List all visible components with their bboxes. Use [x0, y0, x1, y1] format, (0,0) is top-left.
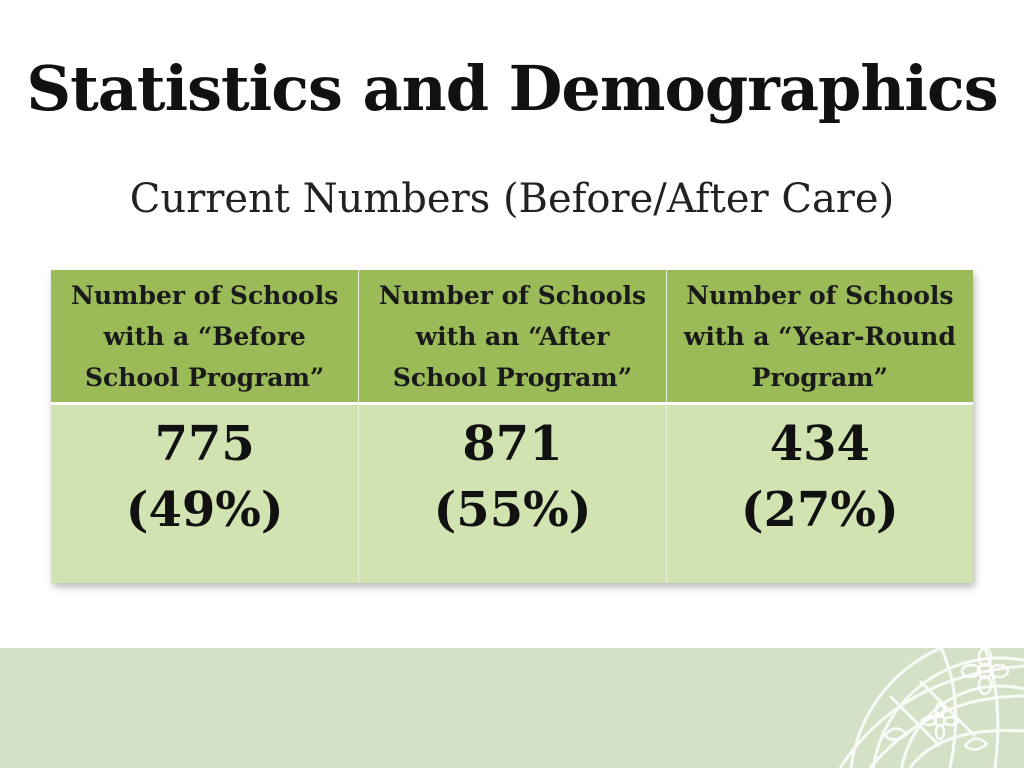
header-after-school: Number of Schools with an “After School Program”: [358, 270, 665, 405]
before-school-percent: (49%): [125, 482, 284, 538]
after-school-percent: (55%): [433, 482, 592, 538]
header-year-round: Number of Schools with a “Year-Round Program”: [666, 270, 973, 405]
stats-table: [51, 270, 973, 583]
slide-subtitle: Current Numbers (Before/After Care): [129, 176, 895, 222]
floral-lattice-icon: [790, 636, 1024, 768]
table-header-row: [51, 270, 973, 405]
cell-year-round: [666, 405, 973, 583]
header-before-school: Number of Schools with a “Before School Program”: [51, 270, 358, 405]
cell-after-school: [358, 405, 665, 583]
after-school-count: 871: [462, 416, 563, 472]
before-school-count: 775: [154, 416, 255, 472]
cell-before-school: [51, 405, 358, 583]
slide-title: Statistics and Demographics: [26, 52, 998, 125]
year-round-count: 434: [769, 416, 870, 472]
table-row: [51, 405, 973, 583]
year-round-percent: (27%): [740, 482, 899, 538]
